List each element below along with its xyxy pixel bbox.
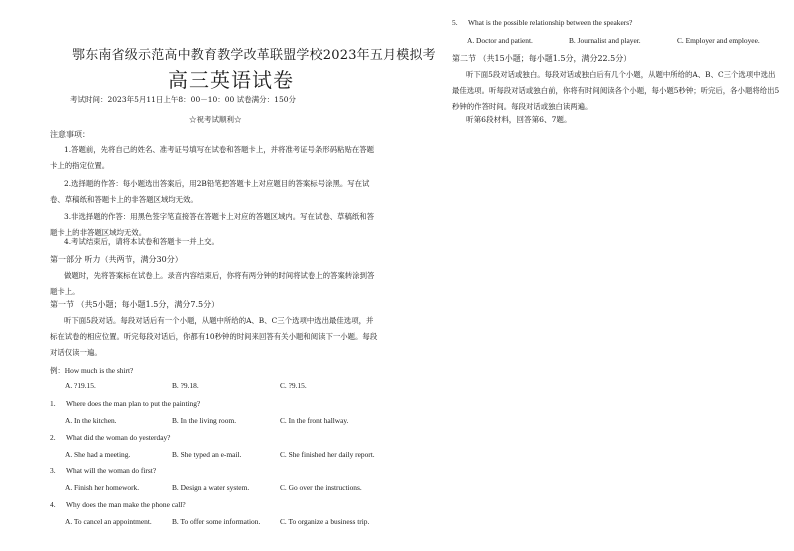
exam-title: 高三英语试卷 xyxy=(168,68,294,92)
question-3-option-c: C. Go over the instructions. xyxy=(280,483,362,492)
section1-heading: 第一节 （共5小题；每小题1.5分，满分7.5分） xyxy=(50,300,220,309)
question-5-number: 5. xyxy=(452,18,458,27)
question-1-option-c: C. In the front hallway. xyxy=(280,416,349,425)
school-title: 鄂东南省级示范高中教育教学改革联盟学校2023年五月模拟考 xyxy=(72,48,436,63)
wish-text: ☆祝考试顺利☆ xyxy=(189,115,242,124)
question-1-option-b: B. In the living room. xyxy=(172,416,237,425)
note-3: 3.非选择题的作答：用黑色签字笔直接答在答题卡上对应的答题区域内。写在试卷、草稿纸和答题卡上的非答题区域均无效。 xyxy=(50,212,375,237)
example-question: 例：How much is the shirt? xyxy=(50,366,134,375)
question-4-number: 4. xyxy=(50,500,56,509)
question-4-text: Why does the man make the phone call? xyxy=(66,500,186,509)
question-5-text: What is the possible relationship between the speakers? xyxy=(468,18,633,27)
question-2-text: What did the woman do yesterday? xyxy=(66,433,171,442)
question-3-number: 3. xyxy=(50,466,56,475)
exam-info: 考试时间：2023年5月11日上午8：00－10：00 试卷满分：150分 xyxy=(70,95,297,104)
question-3-option-a: A. Finish her homework. xyxy=(65,483,140,492)
question-3-option-b: B. Design a water system. xyxy=(172,483,250,492)
note-4: 4.考试结束后，请将本试卷和答题卡一并上交。 xyxy=(64,237,219,246)
question-1-number: 1. xyxy=(50,399,56,408)
question-2-option-a: A. She had a meeting. xyxy=(65,450,131,459)
question-2-option-b: B. She typed an e-mail. xyxy=(172,450,242,459)
note-2: 2.选择题的作答：每小题选出答案后，用2B铅笔把答题卡上对应题目的答案标号涂黑。写在试卷、草稿纸和答题卡上的非答题区域均无效。 xyxy=(50,179,370,204)
question-2-number: 2. xyxy=(50,433,56,442)
part1-intro: 做题时，先将答案标在试卷上。录音内容结束后，你将有两分钟的时间将试卷上的答案转涂到答题卡上。 xyxy=(50,271,375,296)
section2-intro: 听下面5段对话或独白。每段对话或独白后有几个小题，从题中所给的A、B、C三个选项中选出最佳选项。听每段对话或独白前，你将有时间阅读各个小题，每小题5秒钟；听完后，各小题将给出5秒钟的作答时间。每段对话或独白读两遍。 xyxy=(452,70,780,111)
question-5-option-a: A. Doctor and patient. xyxy=(467,36,533,45)
question-1-text: Where does the man plan to put the painting? xyxy=(66,399,201,408)
question-5-option-b: B. Journalist and player. xyxy=(569,36,641,45)
example-option-a: A. ?19.15. xyxy=(65,381,96,390)
section1-intro: 听下面5段对话。每段对话后有一个小题，从题中所给的A、B、C三个选项中选出最佳选项，并标在试卷的相应位置。听完每段对话后，你都有10秒钟的时间来回答有关小题和阅读下一小题。每段对话仅读一遍。 xyxy=(50,316,378,357)
section2-heading: 第二节 （共15小题；每小题1.5分，满分22.5分） xyxy=(452,54,632,63)
question-2-option-c: C. She finished her daily report. xyxy=(280,450,375,459)
question-4-option-c: C. To organize a business trip. xyxy=(280,517,370,526)
example-option-c: C. ?9.15. xyxy=(280,381,307,390)
part1-heading: 第一部分 听力（共两节，满分30分） xyxy=(50,255,183,264)
notes-heading: 注意事项： xyxy=(50,130,90,139)
question-4-option-b: B. To offer some information. xyxy=(172,517,261,526)
question-1-option-a: A. In the kitchen. xyxy=(65,416,117,425)
question-3-text: What will the woman do first? xyxy=(66,466,157,475)
question-4-option-a: A. To cancel an appointment. xyxy=(65,517,152,526)
note-1: 1.答题前，先将自己的姓名、准考证号填写在试卷和答题卡上，并将准考证号条形码粘贴在答题卡上的指定位置。 xyxy=(50,145,375,170)
material-6-instruction: 听第6段材料，回答第6、7题。 xyxy=(466,115,572,124)
question-5-option-c: C. Employer and employee. xyxy=(677,36,760,45)
example-option-b: B. ?9.18. xyxy=(172,381,199,390)
